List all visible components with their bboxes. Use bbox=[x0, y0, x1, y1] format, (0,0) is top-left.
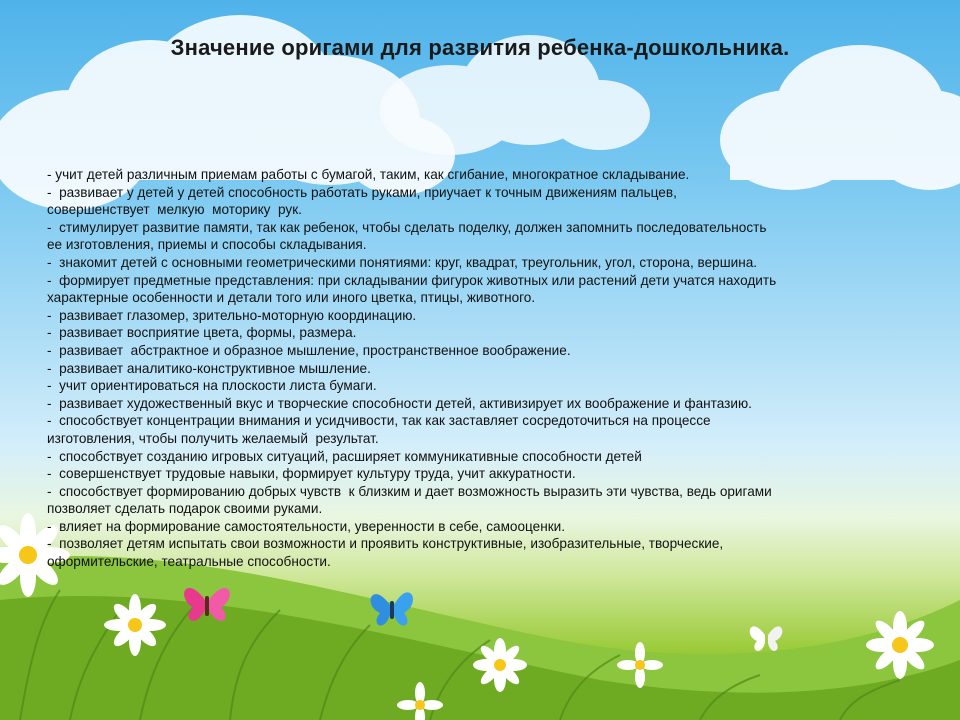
list-line: характерные особенности и детали того или иного цветка, птицы, животного. bbox=[47, 290, 536, 306]
list-line: - развивает аналитико-конструктивное мышление. bbox=[47, 360, 371, 376]
list-line: - стимулирует развитие памяти, так как ребенок, чтобы сделать поделку, должен запомнить последовательность bbox=[47, 219, 767, 235]
list-line: - способствует формированию добрых чувств к близким и дает возможность выразить эти чувства, ведь оригами bbox=[47, 483, 772, 499]
slide-title: Значение оригами для развития ребенка-дошкольника. bbox=[170, 35, 790, 60]
white-butterfly bbox=[750, 626, 783, 651]
list-line: - развивает глазомер, зрительно-моторную координацию. bbox=[47, 307, 417, 323]
list-line: - развивает у детей у детей способность работать руками, приучает к точным движениям пальцев, bbox=[47, 184, 677, 200]
list-line: - способствует концентрации внимания и усидчивости, так как заставляет сосредоточиться на процессе bbox=[47, 413, 711, 429]
list-line: ее изготовления, приемы и способы складывания. bbox=[47, 237, 367, 253]
list-line: - развивает абстрактное и образное мышление, пространственное воображение. bbox=[47, 342, 571, 358]
list-line: изготовления, чтобы получить желаемый результат. bbox=[47, 430, 379, 446]
list-line: совершенствует мелкую моторику рук. bbox=[47, 202, 302, 218]
list-line: - совершенствует трудовые навыки, формирует культуру труда, учит аккуратности. bbox=[47, 466, 576, 482]
list-line: - позволяет детям испытать свои возможности и проявить конструктивные, изобразительные, творческие, bbox=[47, 536, 724, 552]
list-line: оформительские, театральные способности. bbox=[47, 554, 331, 570]
list-line: - способствует созданию игровых ситуаций, расширяет коммуникативные способности детей bbox=[47, 448, 642, 464]
list-line: - формирует предметные представления: при складывании фигурок животных или растений дети учатся находить bbox=[47, 272, 777, 288]
list-line: - учит детей различным приемам работы с бумагой, таким, как сгибание, многократное складывание. bbox=[47, 167, 690, 182]
list-line: - влияет на формирование самостоятельности, уверенности в себе, самооценки. bbox=[47, 518, 566, 534]
list-line: - развивает художественный вкус и творческие способности детей, активизирует их воображение и фантазию. bbox=[47, 395, 752, 411]
benefits-list bbox=[47, 166, 917, 571]
list-line: - учит ориентироваться на плоскости листа бумаги. bbox=[47, 378, 377, 394]
list-line: позволяет сделать подарок своими руками. bbox=[47, 501, 323, 517]
list-line: - развивает восприятие цвета, формы, размера. bbox=[47, 325, 357, 341]
list-line: - знакомит детей с основными геометрическими понятиями: круг, квадрат, треугольник, угол, сторона, вершина. bbox=[47, 254, 758, 270]
